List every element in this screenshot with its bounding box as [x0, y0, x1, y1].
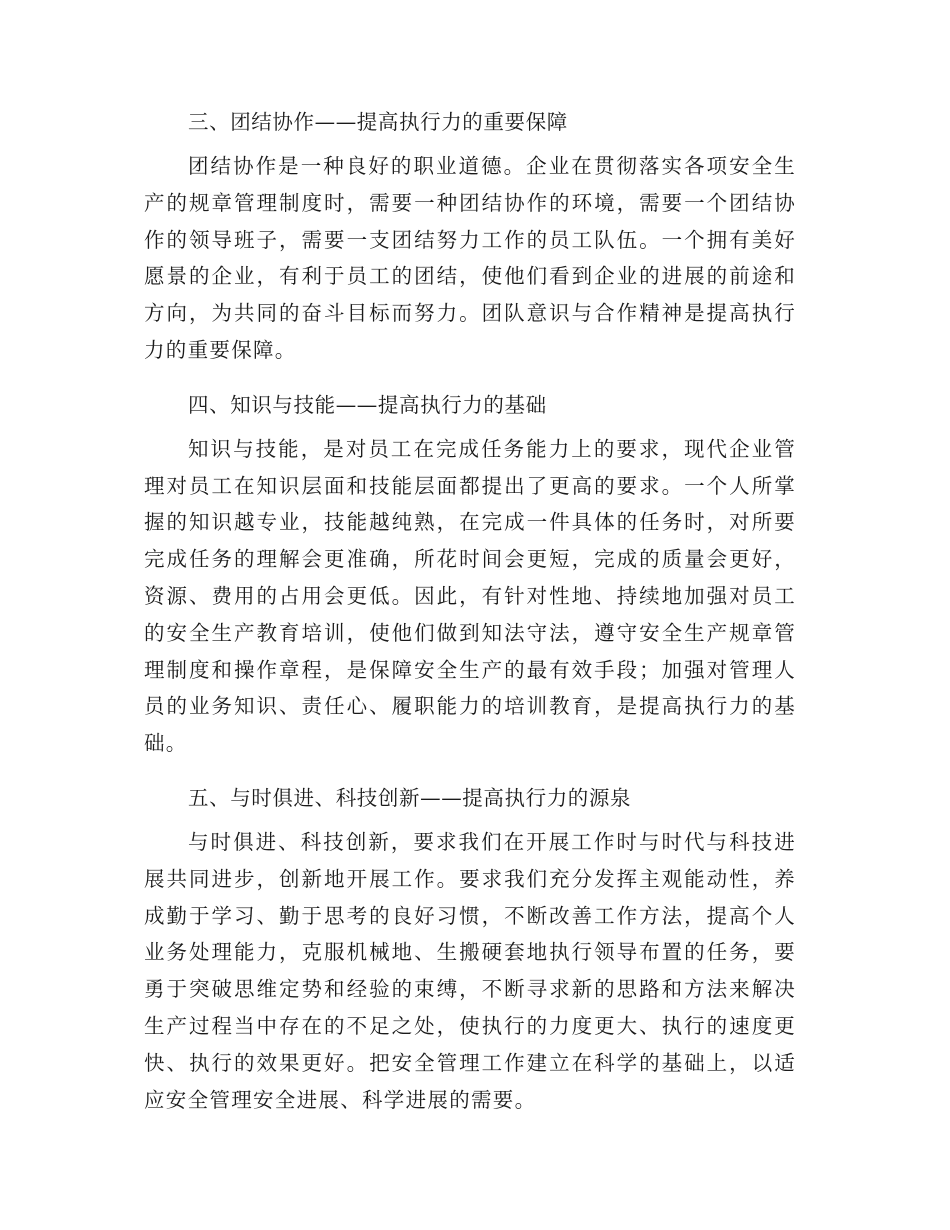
section-paragraph: 与时俱进、科技创新，要求我们在开展工作时与时代与科技进展共同进步，创新地开展工作。要求我们充分发挥主观能动性，养成勤于学习、勤于思考的良好习惯，不断改善工作方法，提高个人业务处理能力，克服机械地、生搬硬套地执行领导布置的任务，要勇于突破思维定势和经验的束缚，不断寻求新的思路和方法来解决生产过程当中存在的不足之处，使执行的力度更大、执行的速度更快、执行的效果更好。把安全管理工作建立在科学的基础上，以适应安全管理安全进展、科学进展的需要。 — [144, 829, 796, 1112]
document-page — [144, 104, 796, 1118]
section-heading: 三、团结协作——提高执行力的重要保障 — [188, 110, 568, 134]
paragraph-spacer — [144, 762, 796, 780]
section-heading: 五、与时俱进、科技创新——提高执行力的源泉 — [188, 785, 632, 810]
section-innovation — [144, 780, 796, 1118]
section-heading: 四、知识与技能——提高执行力的基础 — [188, 392, 547, 417]
section-teamwork — [144, 104, 796, 387]
paragraph-spacer — [144, 369, 796, 387]
section-knowledge-skills — [144, 387, 796, 780]
section-paragraph: 团结协作是一种良好的职业道德。企业在贯彻落实各项安全生产的规章管理制度时，需要一种团结协作的环境，需要一个团结协作的领导班子，需要一支团结努力工作的员工队伍。一个拥有美好愿景的企业，有利于员工的团结，使他们看到企业的进展的前途和方向，为共同的奋斗目标而努力。团队意识与合作精神是提高执行力的重要保障。 — [144, 154, 796, 362]
section-paragraph: 知识与技能，是对员工在完成任务能力上的要求，现代企业管理对员工在知识层面和技能层面都提出了更高的要求。一个人所掌握的知识越专业，技能越纯熟，在完成一件具体的任务时，对所要完成任务的理解会更准确，所花时间会更短，完成的质量会更好，资源、费用的占用会更低。因此，有针对性地、持续地加强对员工的安全生产教育培训，使他们做到知法守法，遵守安全生产规章管理制度和操作章程，是保障安全生产的最有效手段；加强对管理人员的业务知识、责任心、履职能力的培训教育，是提高执行力的基础。 — [144, 436, 796, 756]
